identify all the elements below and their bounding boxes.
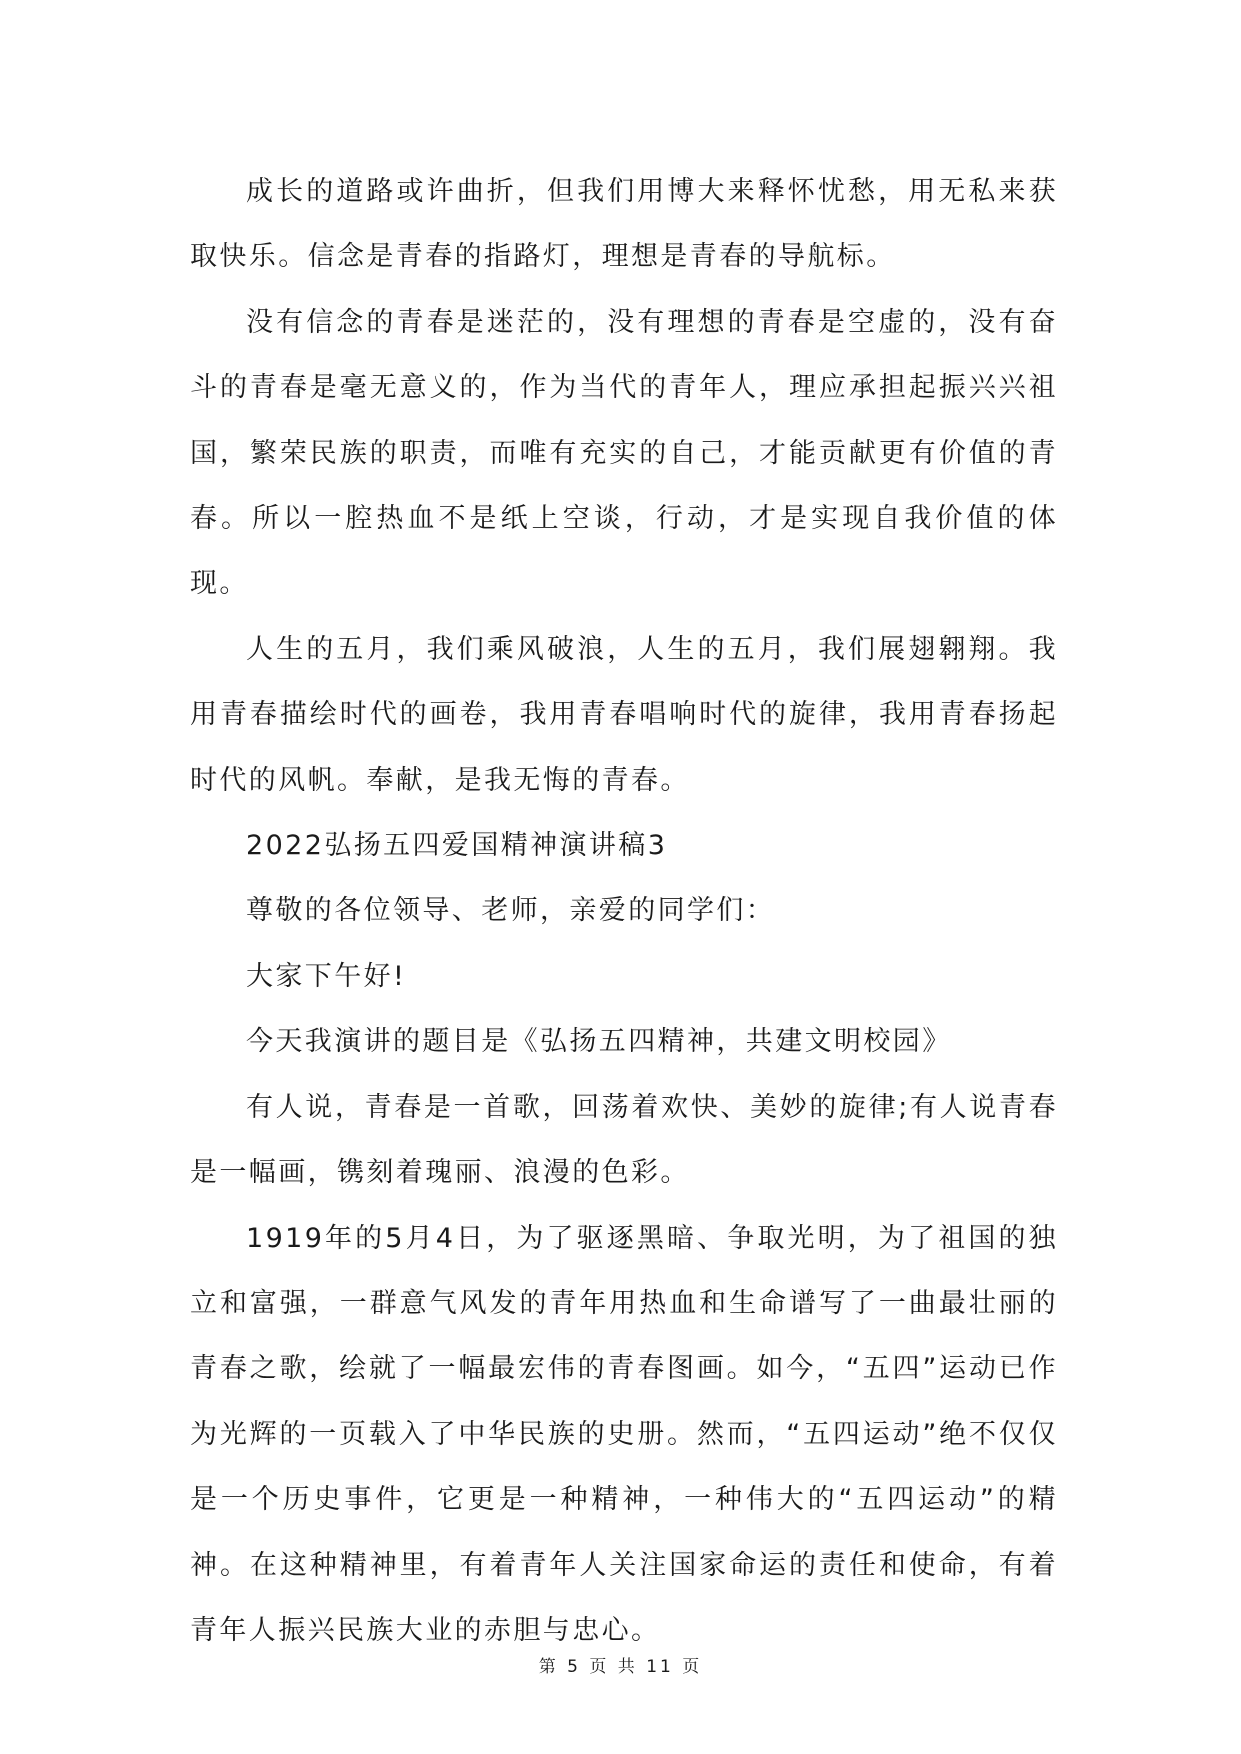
body-paragraph: 1919年的5月4日，为了驱逐黑暗、争取光明，为了祖国的独立和富强，一群意气风发的青年用热血和生命谱写了一曲最壮丽的青春之歌，绘就了一幅最宏伟的青春图画。如今，“五四”运动已作为光辉的一页载入了中华民族的史册。然而，“五四运动”绝不仅仅是一个历史事件，它更是一种精神，一种伟大的“五四运动”的精神。在这种精神里，有着青年人关注国家命运的责任和使命，有着青年人振兴民族大业的赤胆与忠心。 <box>190 1222 1058 1646</box>
document-body <box>190 159 1058 1663</box>
salutation: 尊敬的各位领导、老师，亲爱的同学们： <box>246 895 776 927</box>
body-paragraph: 成长的道路或许曲折，但我们用博大来释怀忧愁，用无私来获取快乐。信念是青春的指路灯，理想是青春的导航标。 <box>190 176 1058 273</box>
body-paragraph: 没有信念的青春是迷茫的，没有理想的青春是空虚的，没有奋斗的青春是毫无意义的，作为当代的青年人，理应承担起振兴兴祖国，繁荣民族的职责，而唯有充实的自己，才能贡献更有价值的青春。所以一腔热血不是纸上空谈，行动，才是实现自我价值的体现。 <box>190 306 1058 600</box>
section-heading: 2022弘扬五四爱国精神演讲稿3 <box>246 830 668 862</box>
body-paragraph: 人生的五月，我们乘风破浪，人生的五月，我们展翅翱翔。我用青春描绘时代的画卷，我用青春唱响时代的旋律，我用青春扬起时代的风帆。奉献，是我无悔的青春。 <box>190 633 1058 796</box>
speech-title-line: 今天我演讲的题目是《弘扬五四精神，共建文明校园》 <box>246 1026 952 1058</box>
greeting: 大家下午好! <box>246 960 407 992</box>
page-number-footer: 第 5 页 共 11 页 <box>538 1657 703 1677</box>
body-paragraph: 有人说，青春是一首歌，回荡着欢快、美妙的旋律;有人说青春是一幅画，镌刻着瑰丽、浪漫的色彩。 <box>190 1091 1058 1189</box>
